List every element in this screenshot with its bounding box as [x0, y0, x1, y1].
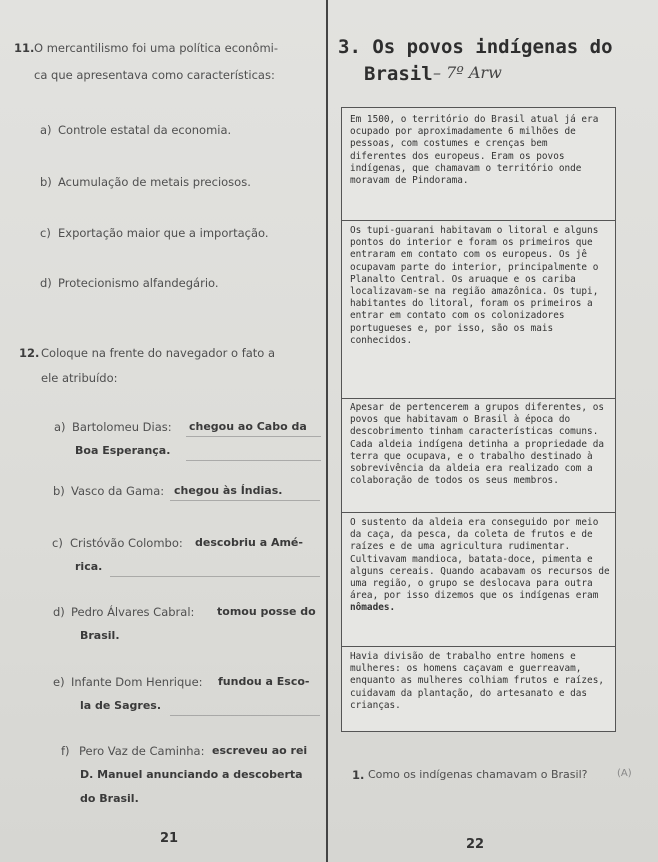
- text-line: mulheres: os homens caçavam e guerreavam,: [350, 663, 582, 675]
- navigator-name: Cristóvão Colombo:: [70, 536, 183, 550]
- item-letter: b): [53, 484, 65, 498]
- text-line: Em 1500, o território do Brasil atual já era: [350, 114, 599, 125]
- answer-line-2: Brasil.: [80, 629, 120, 642]
- paragraph-divider: [342, 398, 615, 399]
- answer-line-1: tomou posse do: [217, 605, 316, 618]
- option-text: Controle estatal da economia.: [58, 123, 232, 137]
- text-line: pessoas, com costumes e crenças bem: [350, 138, 548, 150]
- option-letter: c): [40, 226, 51, 240]
- text-line: povos que habitavam o Brasil à época do: [350, 414, 571, 426]
- page-divider: [326, 0, 328, 862]
- item-letter: f): [61, 744, 70, 758]
- option-text: Acumulação de metais preciosos.: [58, 175, 251, 189]
- paragraph-2: [350, 225, 598, 347]
- text-line: diferentes dos europeus. Eram os povos: [350, 150, 565, 162]
- answer-line-2: la de Sagres.: [80, 699, 162, 712]
- paragraph-5: [350, 651, 604, 712]
- question-11-prompt: O mercantilismo foi uma política econômi-: [34, 41, 278, 55]
- answer-line-2: rica.: [75, 560, 103, 573]
- text-line: O sustento da aldeia era conseguido por meio: [350, 517, 599, 528]
- option-text: Exportação maior que a importação.: [58, 226, 269, 240]
- text-line: sobrevivência da aldeia era realizado com a: [350, 463, 593, 475]
- section-title: 3. Os povos indígenas do: [338, 36, 613, 58]
- question-1-text: Como os indígenas chamavam o Brasil?: [368, 768, 588, 781]
- text-line: habitantes do litoral, foram os primeiros a: [350, 298, 593, 310]
- text-line: enquanto as mulheres colhiam frutos e raízes,: [350, 675, 604, 687]
- text-line: terra que ocupava, e o trabalho destinado à: [350, 450, 593, 462]
- option-text: Protecionismo alfandegário.: [58, 276, 219, 290]
- text-line: localizavam-se na região amazônica. Os tupi,: [350, 286, 599, 298]
- paragraph-divider: [342, 220, 615, 221]
- text-line: portugueses e, por isso, são os mais: [350, 322, 554, 334]
- item-letter: c): [52, 536, 63, 550]
- text-line: área, por isso dizemos que os indígenas eram: [350, 590, 599, 602]
- answer-line-1: fundou a Esco-: [218, 675, 310, 688]
- navigator-name: Vasco da Gama:: [71, 484, 165, 498]
- text-line: pontos do interior e foram os primeiros que: [350, 237, 593, 249]
- text-line: moravam de Pindorama.: [350, 175, 469, 187]
- text-line: Planalto Central. Os aruaque e os cariba: [350, 273, 576, 285]
- answer-line-3: do Brasil.: [80, 792, 139, 805]
- text-line: cuidavam da plantação, do artesanato e das: [350, 687, 588, 699]
- question-1-mark: (A): [617, 768, 632, 779]
- question-12-prompt-cont: ele atribuído:: [41, 371, 118, 385]
- answer-line-1: chegou ao Cabo da: [189, 420, 307, 433]
- text-line: ocupado por aproximadamente 6 milhões de: [350, 126, 576, 138]
- text-line: indígenas, que chamavam o território onde: [350, 162, 582, 174]
- page-number-right: 22: [466, 837, 485, 852]
- paragraph-4: [350, 517, 610, 615]
- navigator-name: Pero Vaz de Caminha:: [79, 744, 205, 758]
- paragraph-divider: [342, 512, 615, 513]
- text-line: ocupavam parte do interior, principalmente o: [350, 261, 599, 273]
- option-letter: d): [40, 276, 52, 290]
- text-line: Cada aldeia indígena detinha a propriedade da: [350, 438, 604, 450]
- item-letter: e): [53, 675, 65, 689]
- option-letter: b): [40, 175, 52, 189]
- text-line: crianças.: [350, 699, 401, 711]
- text-line: colaboração de todos os seus membros.: [350, 475, 559, 487]
- navigator-name: Bartolomeu Dias:: [72, 420, 172, 434]
- option-letter: a): [40, 123, 52, 137]
- text-line: Apesar de pertencerem a grupos diferentes, os: [350, 402, 604, 413]
- answer-line-1: descobriu a Amé-: [195, 536, 303, 549]
- question-12-number: 12.: [19, 346, 40, 360]
- text-box: [341, 107, 616, 732]
- answer-line-1: escreveu ao rei: [212, 744, 308, 757]
- section-title-cont: Brasil: [364, 63, 433, 85]
- item-letter: a): [54, 420, 66, 434]
- text-line: nômades.: [350, 602, 396, 614]
- text-line: raízes e de uma agricultura rudimentar.: [350, 541, 571, 553]
- question-11-prompt-cont: ca que apresentava como características:: [34, 68, 275, 82]
- item-letter: d): [53, 605, 65, 619]
- answer-line-2: D. Manuel anunciando a descoberta: [80, 768, 303, 781]
- text-line: conhecidos.: [350, 334, 413, 346]
- text-line: Cultivavam mandioca, batata-doce, pimenta e: [350, 553, 593, 565]
- text-line: Os tupi-guarani habitavam o litoral e alguns: [350, 225, 599, 236]
- handwritten-note: – 7º Arw: [433, 63, 502, 82]
- text-line: da caça, da pesca, da coleta de frutos e de: [350, 529, 593, 541]
- text-line: descobrimento tinham características comuns.: [350, 426, 599, 438]
- text-line: entraram em contato com os europeus. Os jê: [350, 249, 588, 261]
- paragraph-divider: [342, 646, 615, 647]
- paragraph-1: [350, 114, 598, 187]
- text-line: uma região, o grupo se deslocava para outra: [350, 578, 593, 590]
- text-line: Havia divisão de trabalho entre homens e: [350, 651, 576, 662]
- answer-line-1: chegou às Índias.: [174, 484, 283, 497]
- paragraph-3: [350, 402, 604, 487]
- text-line: entrar em contato com os colonizadores: [350, 310, 565, 322]
- navigator-name: Pedro Álvares Cabral:: [71, 605, 195, 619]
- page-number-left: 21: [160, 831, 179, 846]
- text-line: alguns cereais. Quando acabavam os recursos de: [350, 565, 610, 577]
- question-12-prompt: Coloque na frente do navegador o fato a: [41, 346, 276, 360]
- answer-line-2: Boa Esperança.: [75, 444, 171, 457]
- navigator-name: Infante Dom Henrique:: [71, 675, 203, 689]
- question-11-number: 11.: [14, 41, 35, 55]
- question-1-number: 1.: [352, 768, 365, 782]
